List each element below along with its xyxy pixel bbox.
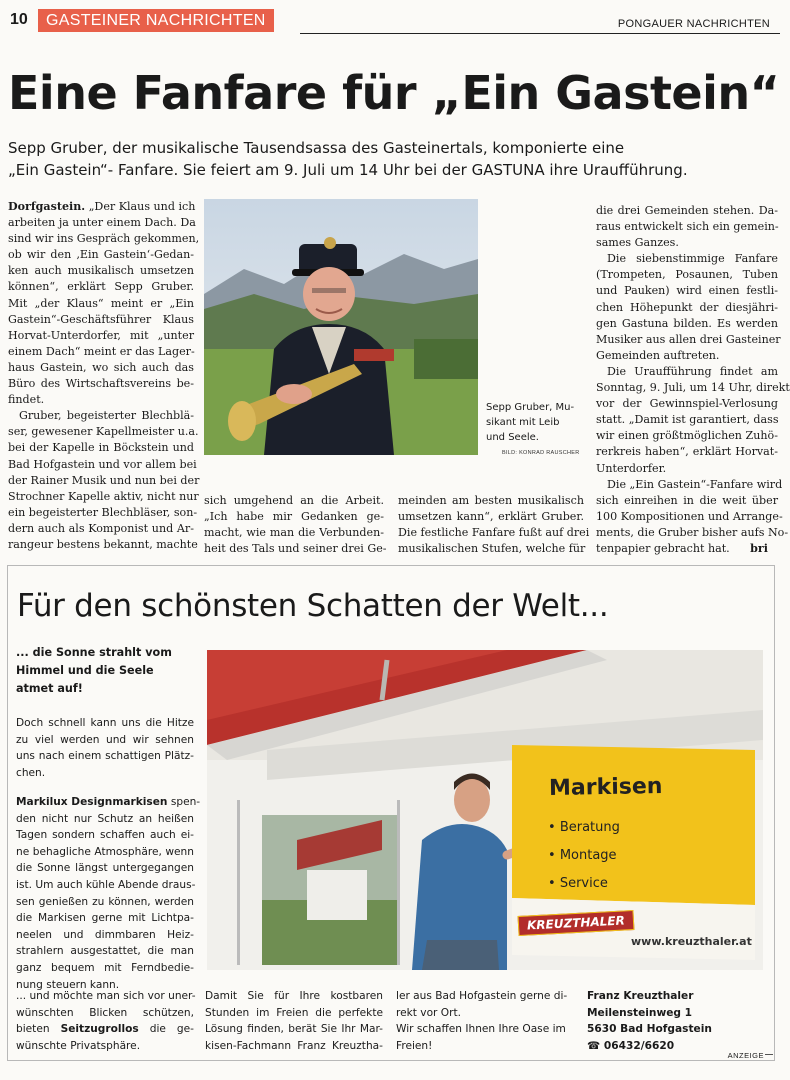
ad-paragraph-5: ler aus Bad Hofgastein gerne di- rekt vor Ort. Wir schaffen Ihnen Ihre Oase im Freien!	[396, 990, 568, 1052]
phone-icon: ☎	[587, 1039, 601, 1052]
article-headline: Eine Fanfare für „Ein Gastein“	[8, 66, 780, 120]
photo-credit: BILD: KONRAD RAUSCHER	[502, 450, 580, 456]
ad-paragraph-2: Markilux Designmarkisen spen- den nicht nur Schutz an heißen Tagen sondern schaffen auch ei- ne behagliche Atmosphäre, wenn die Sonne längst untergegangen ist. Um auch kühle Abende draus- sen genießen zu können, werden die Markisen gerne mit Lichtpa- neelen und dimmbaren Heiz- strahlern ausgestattet, die man ganz bequem mit Ferndbedie- nung steuern kann.	[16, 796, 201, 991]
sign-title: Markisen	[548, 774, 663, 801]
dateline: Dorfgastein.	[8, 200, 86, 213]
sign-item-service: • Service	[548, 876, 608, 891]
article-column-3: meinden am besten musikalisch umsetzen kann“, erklärt Gruber. Die festliche Fanfare fußt auf drei musikalischen Stufen, welche für	[398, 494, 590, 556]
sign-website: www.kreuzthaler.at	[631, 935, 752, 948]
contact-block	[587, 988, 757, 1054]
ad-photo	[207, 650, 763, 970]
ad-paragraph-3: ... und möchte man sich vor uner- wünschten Blicken schützen, bieten Seitzugrollos die ge- wünschte Privatsphäre.	[16, 990, 196, 1052]
sign-item-montage: • Montage	[548, 848, 617, 863]
ad-intro: ... die Sonne strahlt vom Himmel und die Seele atmet auf!	[16, 646, 172, 695]
article-column-4: die drei Gemeinden stehen. Da- raus entwickelt sich ein gemein- sames Ganzes. Die siebenstimmige Fanfare (Trompeten, Posaunen, Tuben und Pauken) wird einen festli- chen Höhepunkt der diesjähri- gen Gastuna bilden. Es werden Musiker aus allen drei Gasteiner Gemeinden auftreten. Die Uraufführung findet am Sonntag, 9. Juli, um 14 Uhr, direkt vor der Gewinnspiel-Verlosung statt. „Damit ist garantiert, dass wir einen größtmöglichen Zuhö- rerkreis haben“, erklärt Horvat- Unterdorfer. Die „Ein Gastein“-Fanfare wird sich einreihen in die weit über 100 Kompositionen und Arrange- ments, die Gruber bisher aufs No- tenpapier gebracht hat. bri	[596, 203, 778, 557]
advertisement-label: ANZEIGE	[727, 1051, 764, 1060]
article-photo	[204, 199, 478, 455]
ad-paragraph-1: Doch schnell kann uns die Hitze zu viel werden und wir sehnen uns nach einem schattigen Plätz- chen.	[16, 717, 194, 779]
ad-paragraph-4: Damit Sie für Ihre kostbaren Stunden im Freien die perfekte Lösung finden, berät Sie Ihr Mar- kisen-Fachmann Franz Kreuztha-	[205, 990, 383, 1052]
page-number: 10	[10, 11, 28, 28]
author-signature: bri	[750, 541, 768, 555]
photo-caption: Sepp Gruber, Mu- sikant mit Leib und Seele.	[486, 402, 575, 443]
contact-city: 5630 Bad Hofgastein	[587, 1023, 712, 1036]
article-lead-line-1: Sepp Gruber, der musikalische Tausendsassa des Gasteinertals, komponierte eine	[8, 139, 625, 157]
publication-name: PONGAUER NACHRICHTEN	[617, 18, 770, 30]
ad-headline: Für den schönsten Schatten der Welt...	[17, 588, 609, 624]
contact-phone: 06432/6620	[603, 1039, 675, 1052]
kreuzthaler-logo: KREUZTHALER	[518, 910, 635, 936]
ad-label-rule	[765, 1054, 773, 1055]
sign-item-beratung: • Beratung	[548, 820, 620, 835]
article-column-2: sich umgehend an die Arbeit. „Ich habe mir Gedanken ge- macht, wie man die Verbunden- heit des Tals und seiner drei Ge-	[204, 494, 387, 556]
header-rule	[300, 33, 780, 34]
article-lead-line-2: „Ein Gastein“- Fanfare. Sie feiert am 9. Juli um 14 Uhr bei der GASTUNA ihre Uraufführung.	[8, 161, 688, 179]
contact-name: Franz Kreuzthaler	[587, 990, 694, 1002]
section-label: GASTEINER NACHRICHTEN	[38, 9, 274, 32]
article-column-1: Dorfgastein. „Der Klaus und ich arbeiten ja unter einem Dach. Da sind wir ins Gespräch gekommen, ob wir den ‚Ein Gastein‘-Gedan- ken auch musikalisch umsetzen können“, erklärt Sepp Gruber. Mit „der Klaus“ meint er „Ein Gastein“-Geschäftsführer Klaus Horvat-Unterdorfer, mit „unter einem Dach“ meint er das Lager- haus Gastein, wo sich auch das Büro des Wirtschaftsvereins be- findet. Gruber, begeisterter Blechblä- ser, gewesener Kapellmeister u.a. bei der Kapelle in Böckstein und Bad Hofgastein und vor allem bei der Rainer Musik und nun bei der Strochner Kapelle aktiv, nicht nur ein begeisterter Blechbläser, son- dern auch als Komponist und Ar- rangeur bestens bekannt, machte	[8, 200, 200, 551]
contact-street: Meilensteinweg 1	[587, 1006, 693, 1019]
